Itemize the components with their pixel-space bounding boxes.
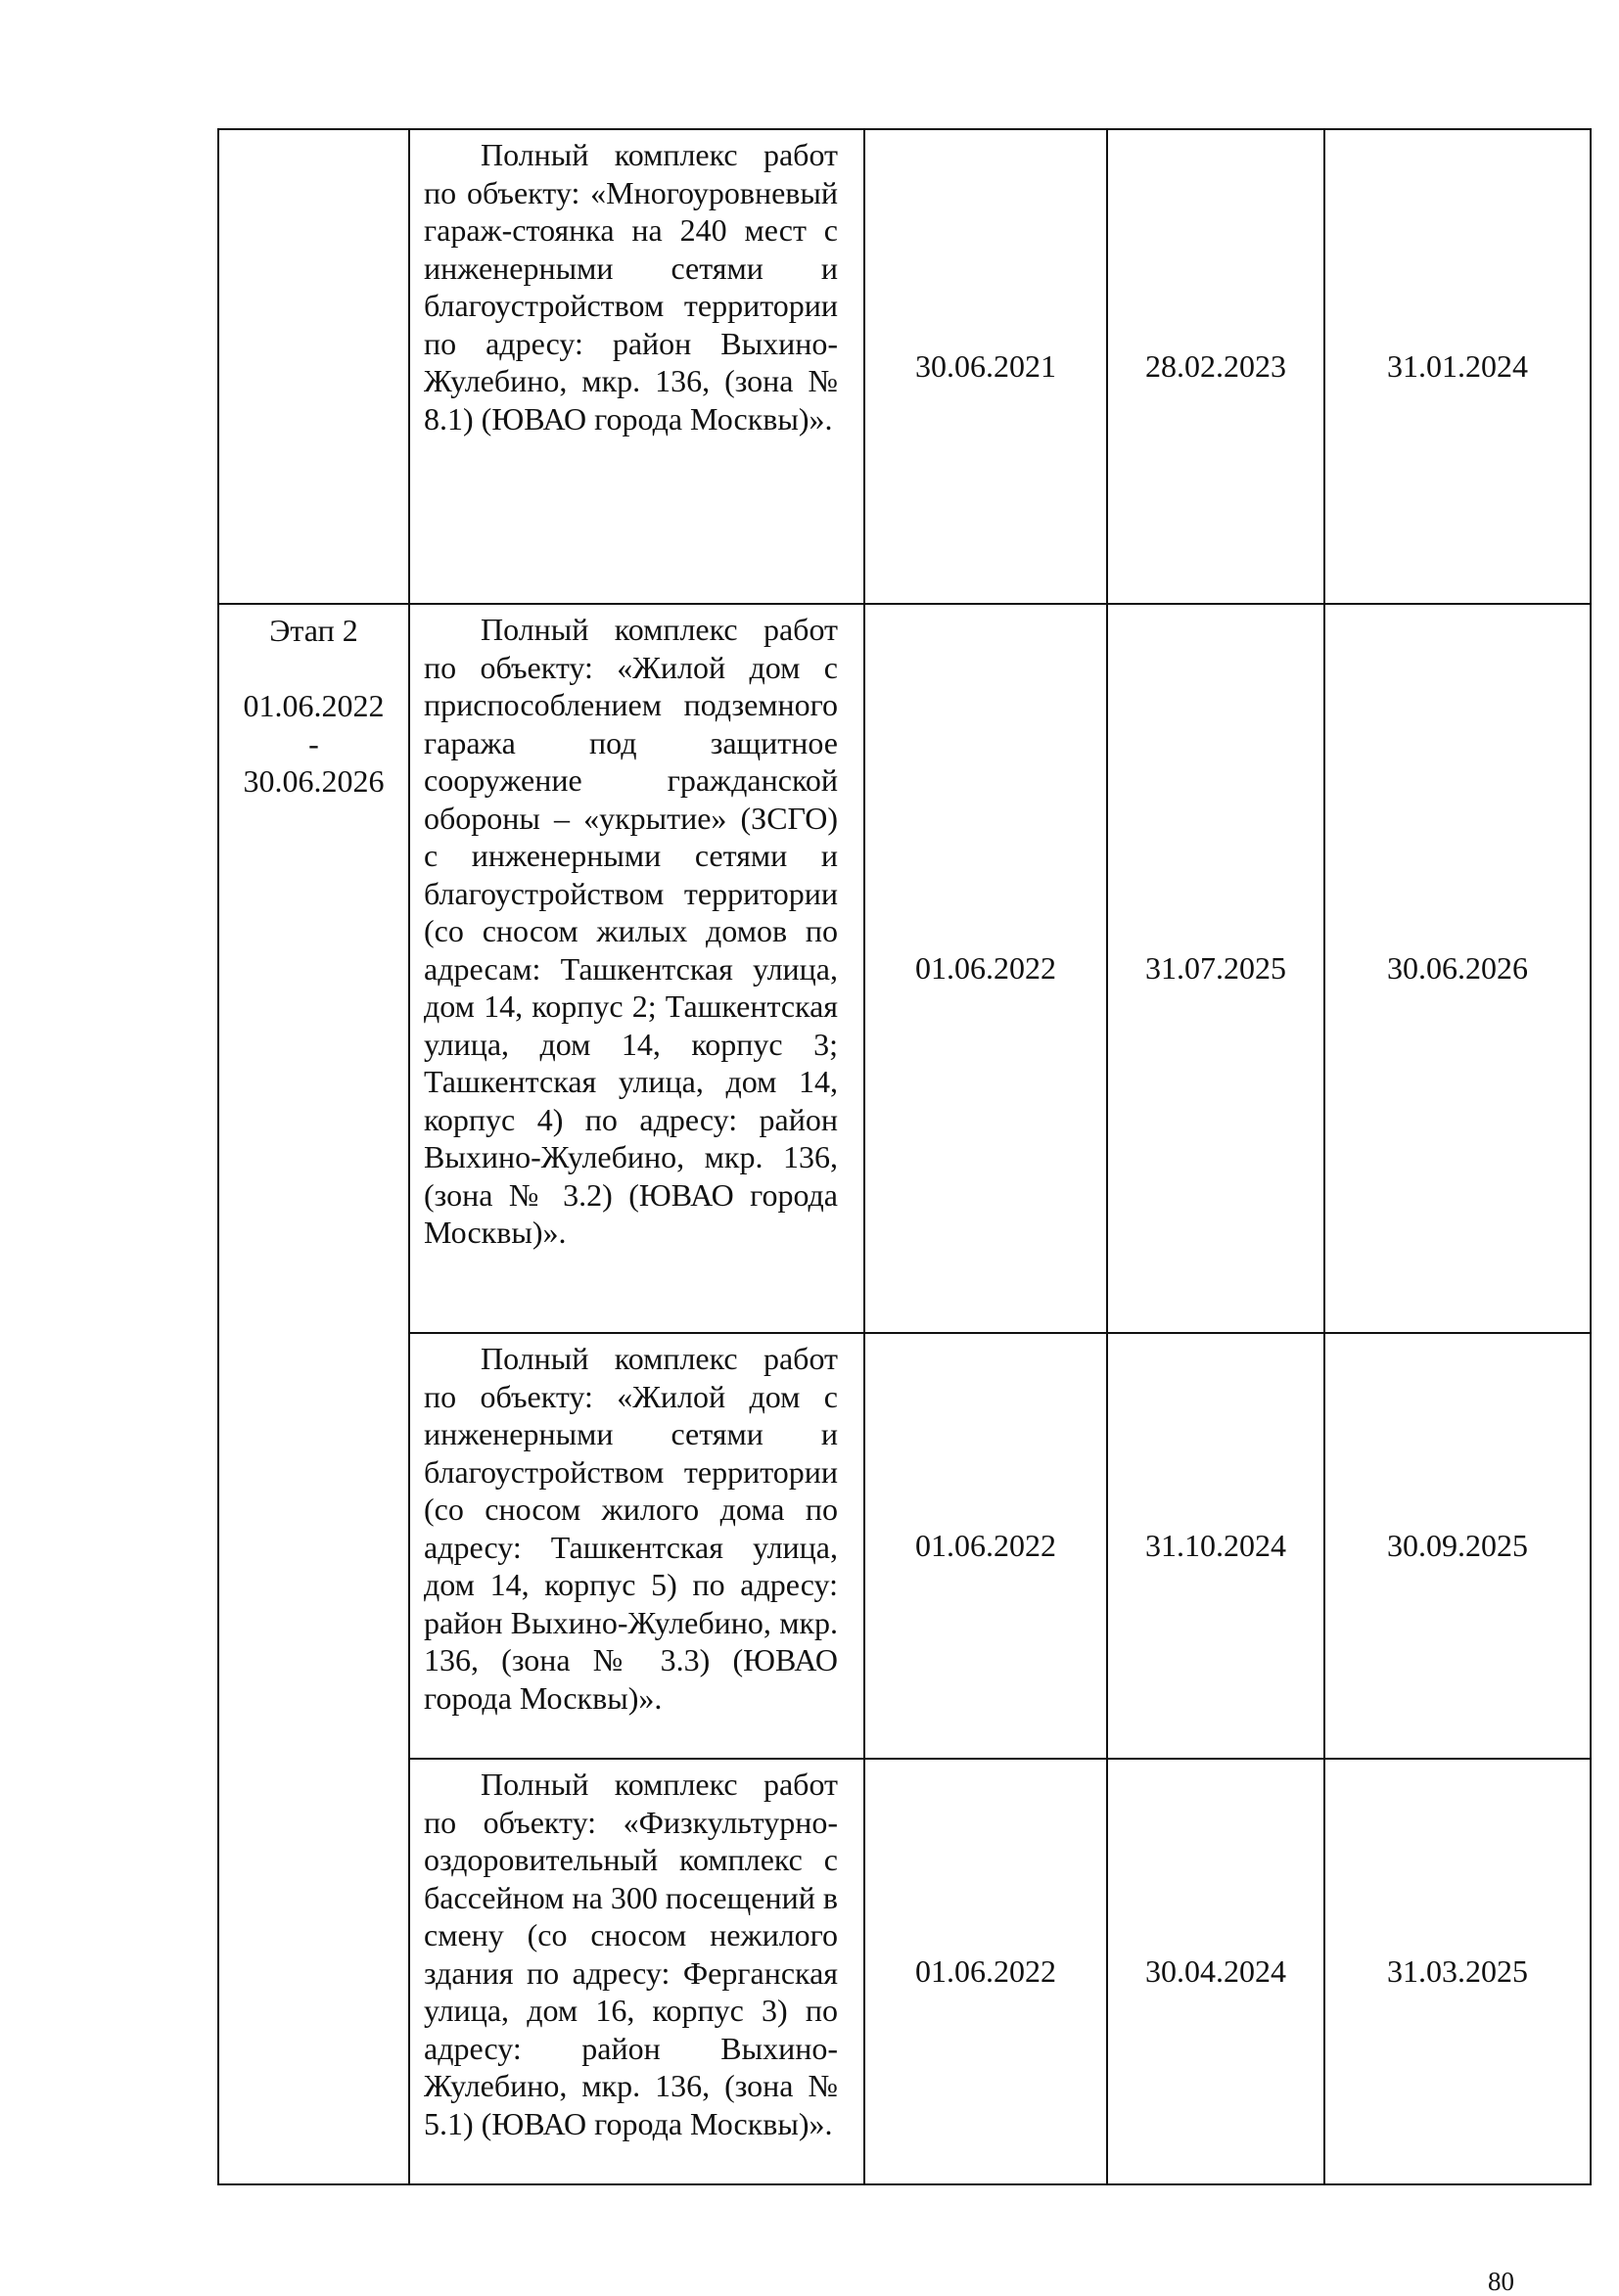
page-number: 80 [1488, 2267, 1514, 2296]
table-row [218, 1759, 1591, 2184]
completion-date-cell: 30.06.2026 [1324, 604, 1591, 1333]
stage-cell [218, 604, 409, 2184]
construction-end-date-cell: 28.02.2023 [1107, 129, 1324, 604]
start-date-cell: 30.06.2021 [864, 129, 1107, 604]
work-description-cell [409, 1759, 864, 2184]
construction-end-date-cell: 31.07.2025 [1107, 604, 1324, 1333]
table-row [218, 604, 1591, 1333]
work-description: Полный комплекс работ по объекту: «Физкультурно-оздоровительный комплекс с бассейном на 300 посещений в смену (со сносом нежилого здания по адресу: Ферганская улица, дом 16, корпус 3) по адресу: район Выхино-Жулебино, мкр. 136, (зона № 5.1) (ЮВАО города Москвы)». [424, 1767, 838, 2141]
work-description-cell [409, 604, 864, 1333]
stage-title: Этап 2 [269, 613, 358, 648]
table-row [218, 1333, 1591, 1759]
stage-cell [218, 129, 409, 604]
completion-date-cell: 30.09.2025 [1324, 1333, 1591, 1759]
completion-date-cell: 31.03.2025 [1324, 1759, 1591, 2184]
work-description: Полный комплекс работ по объекту: «Жилой дом с приспособлением подземного гаража под защитное сооружение гражданской обороны – «укрытие» (ЗСГО) с инженерными сетями и благоустройством территории (со сносом жилых домов по адресам: Ташкентская улица, дом 14, корпус 2; Ташкентская улица, дом 14, корпус 3; Ташкентская улица, дом 14, корпус 4) по адресу: район Выхино-Жулебино, мкр. 136, (зона № 3.2) (ЮВАО города Москвы)». [424, 612, 838, 1250]
stage-date-separator: - [308, 725, 319, 761]
work-description-cell [409, 129, 864, 604]
schedule-table [217, 128, 1592, 2185]
completion-date-cell: 31.01.2024 [1324, 129, 1591, 604]
stage-start-date: 01.06.2022 [243, 688, 385, 723]
table-row [218, 129, 1591, 604]
work-description: Полный комплекс работ по объекту: «Многоуровневый гараж-стоянка на 240 мест с инженерными сетями и благоустройством территории по адресу: район Выхино-Жулебино, мкр. 136, (зона № 8.1) (ЮВАО города Москвы)». [424, 137, 838, 436]
work-description: Полный комплекс работ по объекту: «Жилой дом с инженерными сетями и благоустройством территории (со сносом жилого дома по адресу: Ташкентская улица, дом 14, корпус 5) по адресу: район Выхино-Жулебино, мкр. 136, (зона № 3.3) (ЮВАО города Москвы)». [424, 1341, 838, 1716]
construction-end-date-cell: 30.04.2024 [1107, 1759, 1324, 2184]
work-description-cell [409, 1333, 864, 1759]
start-date-cell: 01.06.2022 [864, 1333, 1107, 1759]
start-date-cell: 01.06.2022 [864, 1759, 1107, 2184]
stage-end-date: 30.06.2026 [243, 763, 385, 799]
start-date-cell: 01.06.2022 [864, 604, 1107, 1333]
construction-end-date-cell: 31.10.2024 [1107, 1333, 1324, 1759]
